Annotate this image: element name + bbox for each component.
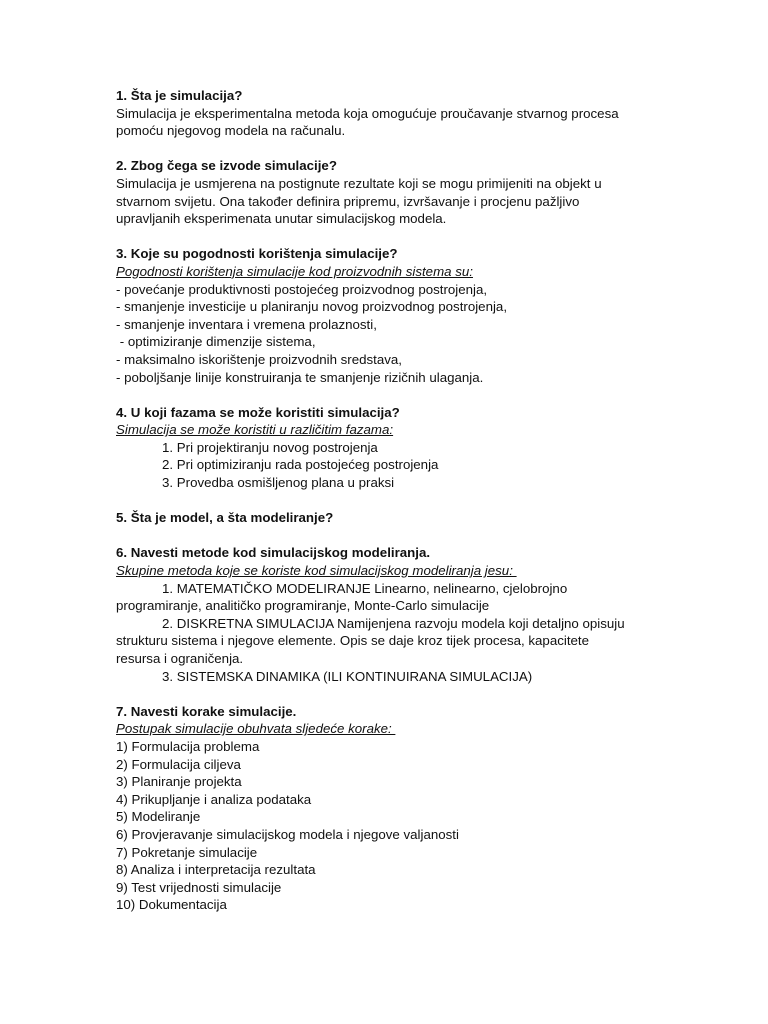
method-item-2-cont: resursa i ograničenja. xyxy=(116,651,244,666)
list-item: 5) Modeliranje xyxy=(116,809,201,825)
list-item: 7) Pokretanje simulacije xyxy=(116,844,258,860)
list-item: 2. Pri optimiziranju rada postojećeg postrojenja xyxy=(162,457,439,473)
q2-line: upravljanih eksperimenata unutar simulacijskog modela. xyxy=(116,211,447,227)
method-item-1-cont: programiranje, analitičko programiranje, Monte-Carlo simulacije xyxy=(116,598,490,614)
section-q7 xyxy=(116,703,656,914)
list-item: 1) Formulacija problema xyxy=(116,738,260,754)
q6-heading: 6. Navesti metode kod simulacijskog modeliranja. xyxy=(116,545,431,561)
list-item: - optimiziranje dimenzije sistema, xyxy=(116,334,316,350)
q4-heading: 4. U koji fazama se može koristiti simulacija? xyxy=(116,404,400,420)
section-q5 xyxy=(116,509,656,527)
q6-intro: Skupine metoda koje se koriste kod simulacijskog modeliranja jesu: xyxy=(116,563,517,579)
section-q1 xyxy=(116,87,656,140)
q3-intro: Pogodnosti korištenja simulacije kod proizvodnih sistema su: xyxy=(116,263,473,279)
list-item: - maksimalno iskorištenje proizvodnih sredstava, xyxy=(116,351,402,367)
method-item-3: 3. SISTEMSKA DINAMIKA (ILI KONTINUIRANA SIMULACIJA) xyxy=(162,668,533,684)
section-q2 xyxy=(116,157,656,227)
document-page xyxy=(116,87,656,914)
list-item: - smanjenje investicije u planiranju novog proizvodnog postrojenja, xyxy=(116,299,508,315)
method-item-2-cont: strukturu sistema i njegove elemente. Opis se daje kroz tijek procesa, kapacitete xyxy=(116,633,590,649)
list-item: 3) Planiranje projekta xyxy=(116,774,242,790)
list-item: 10) Dokumentacija xyxy=(116,897,227,913)
q4-intro: Simulacija se može koristiti u različitim fazama: xyxy=(116,422,394,438)
q5-heading: 5. Šta je model, a šta modeliranje? xyxy=(116,510,334,526)
section-q3 xyxy=(116,245,656,386)
list-item: 8) Analiza i interpretacija rezultata xyxy=(116,862,316,878)
q2-line: stvarnom svijetu. Ona također definira pripremu, izvršavanje i procjenu pažljivo xyxy=(116,193,580,209)
section-q6 xyxy=(116,544,656,685)
q1-line: pomoću njegovog modela na računalu. xyxy=(116,123,346,139)
list-item: - smanjenje inventara i vremena prolaznosti, xyxy=(116,316,377,332)
list-item: - povećanje produktivnosti postojećeg proizvodnog postrojenja, xyxy=(116,281,488,297)
list-item: 4) Prikupljanje i analiza podataka xyxy=(116,791,312,807)
list-item: 2) Formulacija ciljeva xyxy=(116,756,241,772)
list-item: 1. Pri projektiranju novog postrojenja xyxy=(162,439,378,455)
section-q4 xyxy=(116,404,656,492)
method-item-1: 1. MATEMATIČKO MODELIRANJE Linearno, nelinearno, cjelobrojno xyxy=(162,580,568,596)
q7-intro: Postupak simulacije obuhvata sljedeće korake: xyxy=(116,721,396,737)
list-item: 3. Provedba osmišljenog plana u praksi xyxy=(162,475,395,491)
list-item: - poboljšanje linije konstruiranja te smanjenje rizičnih ulaganja. xyxy=(116,369,484,385)
q1-heading: 1. Šta je simulacija? xyxy=(116,88,243,103)
q2-heading: 2. Zbog čega se izvode simulacije? xyxy=(116,158,337,174)
q3-heading: 3. Koje su pogodnosti korištenja simulacije? xyxy=(116,246,398,262)
q1-line: Simulacija je eksperimentalna metoda koja omogućuje proučavanje stvarnog procesa xyxy=(116,105,619,121)
q7-heading: 7. Navesti korake simulacije. xyxy=(116,703,297,719)
list-item: 6) Provjeravanje simulacijskog modela i njegove valjanosti xyxy=(116,826,459,842)
method-item-2: 2. DISKRETNA SIMULACIJA Namijenjena razvoju modela koji detaljno opisuju xyxy=(162,615,625,631)
q2-line: Simulacija je usmjerena na postignute rezultate koji se mogu primijeniti na objekt u xyxy=(116,175,602,191)
list-item: 9) Test vrijednosti simulacije xyxy=(116,879,282,895)
